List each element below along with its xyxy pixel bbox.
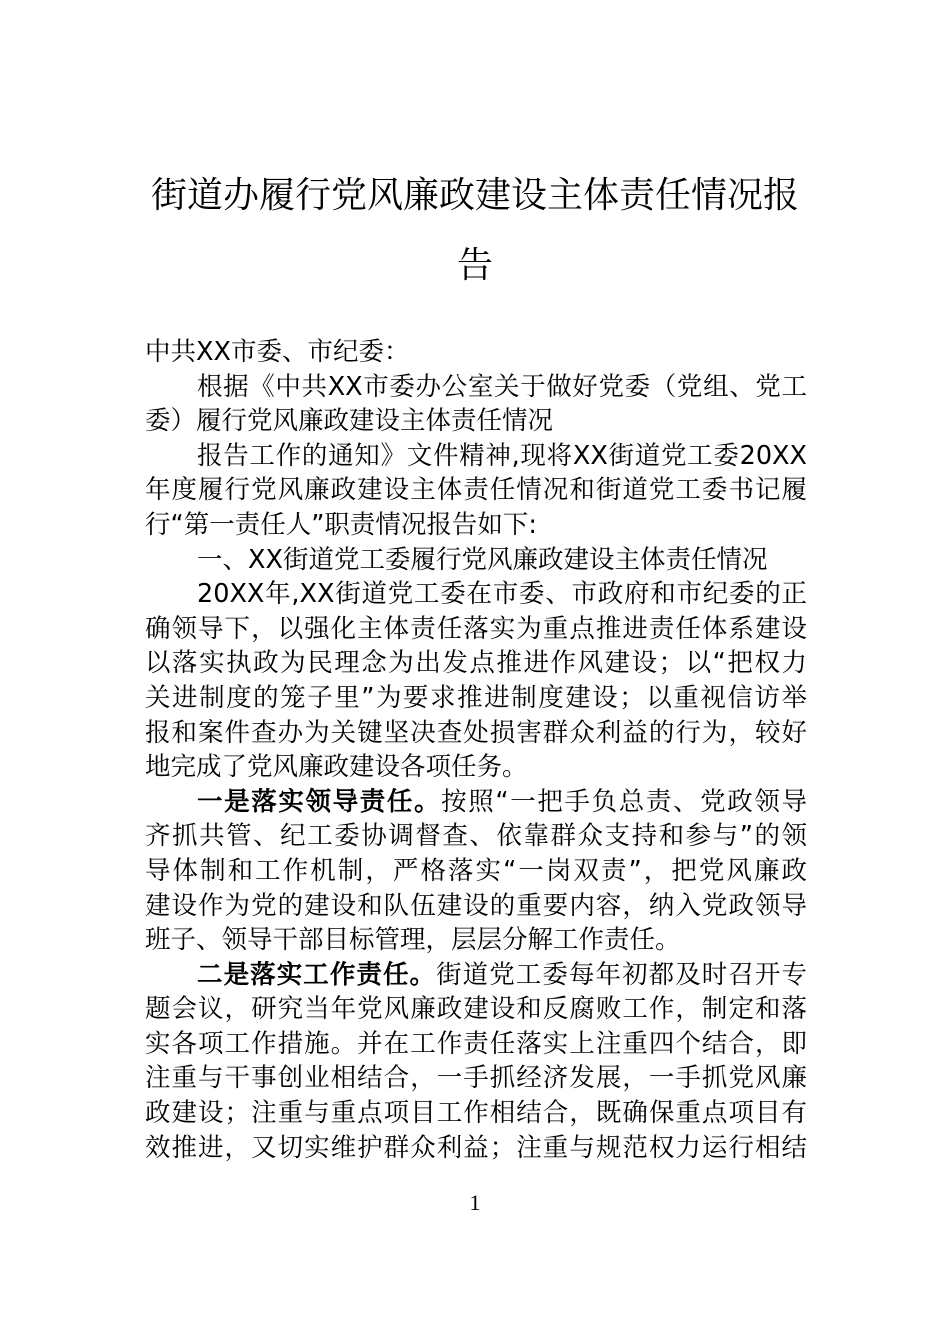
line-text: 注重与干事创业相结合，一手抓经济发展，一手抓党风廉 xyxy=(145,1063,807,1094)
line-text: 一、XX街道党工委履行党风廉政建设主体责任情况 xyxy=(197,544,768,575)
text-line xyxy=(145,785,807,820)
document-body xyxy=(145,335,807,1165)
text-line xyxy=(145,612,807,647)
text-line xyxy=(145,370,807,405)
text-line xyxy=(145,992,807,1027)
line-text: 关进制度的笼子里”为要求推进制度建设；以重视信访举 xyxy=(145,682,807,713)
text-line xyxy=(145,750,807,785)
text-line xyxy=(145,1131,807,1166)
text-line xyxy=(145,646,807,681)
line-text: 根据《中共XX市委办公室关于做好党委（党组、党工 xyxy=(197,371,807,402)
document-title-line-2: 告 xyxy=(456,245,493,286)
text-line xyxy=(145,819,807,854)
bold-heading: 一是落实领导责任。 xyxy=(197,786,442,817)
line-text: 实各项工作措施。并在工作责任落实上注重四个结合，即 xyxy=(145,1028,807,1059)
text-line xyxy=(145,1027,807,1062)
page-number: 1 xyxy=(469,1190,481,1215)
line-text: 地完成了党风廉政建设各项任务。 xyxy=(145,752,528,783)
line-text: 以落实执政为民理念为出发点推进作风建设；以“把权力 xyxy=(145,648,807,679)
line-text: 20XX年,XX街道党工委在市委、市政府和市纪委的正 xyxy=(197,579,807,610)
text-line xyxy=(145,1096,807,1131)
text-line xyxy=(145,404,807,439)
text-line xyxy=(145,577,807,612)
line-text: 建设作为党的建设和队伍建设的重要内容，纳入党政领导 xyxy=(145,890,807,921)
text-line xyxy=(145,889,807,924)
line-text: 街道党工委每年初都及时召开专 xyxy=(436,959,807,990)
line-text: 确领导下，以强化主体责任落实为重点推进责任体系建设 xyxy=(145,613,807,644)
text-line xyxy=(145,543,807,578)
line-text: 齐抓共管、纪工委协调督查、依靠群众支持和参与”的领 xyxy=(145,821,807,852)
text-line xyxy=(145,473,807,508)
text-line xyxy=(145,716,807,751)
line-text: 行“第一责任人”职责情况报告如下: xyxy=(145,509,538,540)
text-line xyxy=(145,681,807,716)
line-text: 年度履行党风廉政建设主体责任情况和街道党工委书记履 xyxy=(145,475,807,506)
text-line xyxy=(145,439,807,474)
line-text: 题会议，研究当年党风廉政建设和反腐败工作，制定和落 xyxy=(145,994,807,1025)
text-line xyxy=(145,335,807,370)
text-line xyxy=(145,1061,807,1096)
line-text: 报告工作的通知》文件精神,现将XX街道党工委20XX xyxy=(197,440,807,471)
document-title-line-1: 街道办履行党风廉政建设主体责任情况报 xyxy=(150,175,799,216)
line-text: 中共XX市委、市纪委： xyxy=(145,337,410,367)
line-text: 政建设；注重与重点项目工作相结合，既确保重点项目有 xyxy=(145,1098,807,1129)
line-text: 按照“一把手负总责、党政领导 xyxy=(441,786,807,817)
text-line xyxy=(145,923,807,958)
line-text: 报和案件查办为关键坚决查处损害群众利益的行为，较好 xyxy=(145,717,807,748)
text-line xyxy=(145,958,807,993)
bold-heading: 二是落实工作责任。 xyxy=(197,959,437,990)
line-text: 班子、领导干部目标管理，层层分解工作责任。 xyxy=(145,925,681,956)
line-text: 导体制和工作机制，严格落实“一岗双责”，把党风廉政 xyxy=(145,855,807,886)
line-text: 效推进，又切实维护群众利益；注重与规范权力运行相结 xyxy=(145,1132,807,1163)
text-line xyxy=(145,508,807,543)
text-line xyxy=(145,854,807,889)
line-text: 委）履行党风廉政建设主体责任情况 xyxy=(145,406,554,437)
